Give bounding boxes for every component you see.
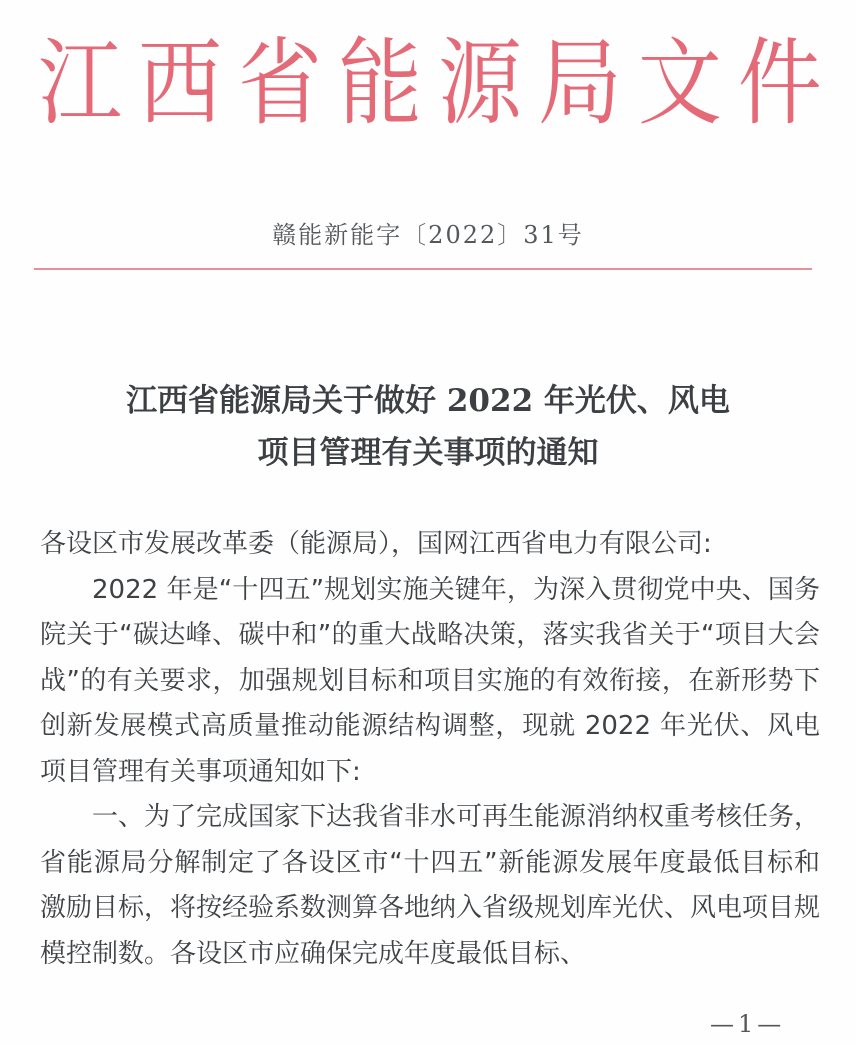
red-divider-rule xyxy=(34,268,812,270)
header-char: 局 xyxy=(537,28,622,138)
issuer-header-title xyxy=(30,28,830,138)
header-char: 文 xyxy=(637,28,722,138)
header-char: 西 xyxy=(137,28,222,138)
page-number: —1— xyxy=(710,1010,786,1038)
body-paragraph-2: 一、为了完成国家下达我省非水可再生能源消纳权重考核任务，省能源局分解制定了各设区市“十四五”新能源发展年度最低目标和激励目标，将按经验系数测算各地纳入省级规划库光伏、风电项目规模控制数。各设区市应确保完成年度最低目标、 xyxy=(40,802,821,969)
header-char: 江 xyxy=(38,28,123,138)
header-char: 省 xyxy=(237,28,322,138)
header-char: 能 xyxy=(337,28,422,138)
header-char: 源 xyxy=(437,28,522,138)
document-title xyxy=(0,375,856,479)
document-number: 赣能新能字〔2022〕31号 xyxy=(272,221,584,249)
document-title-line-1: 江西省能源局关于做好 2022 年光伏、风电 xyxy=(126,383,730,419)
document-title-line-2: 项目管理有关事项的通知 xyxy=(257,435,599,471)
document-body xyxy=(40,522,820,977)
header-char: 件 xyxy=(737,28,822,138)
addressee: 各设区市发展改革委（能源局），国网江西省电力有限公司: xyxy=(40,529,712,559)
body-paragraph-1: 2022 年是“十四五”规划实施关键年，为深入贯彻党中央、国务院关于“碳达峰、碳中和”的重大战略决策，落实我省关于“项目大会战”的有关要求，加强规划目标和项目实施的有效衔接，在新形势下创新发展模式高质量推动能源结构调整，现就 2022 年光伏、风电项目管理有关事项通知如下: xyxy=(40,574,820,787)
